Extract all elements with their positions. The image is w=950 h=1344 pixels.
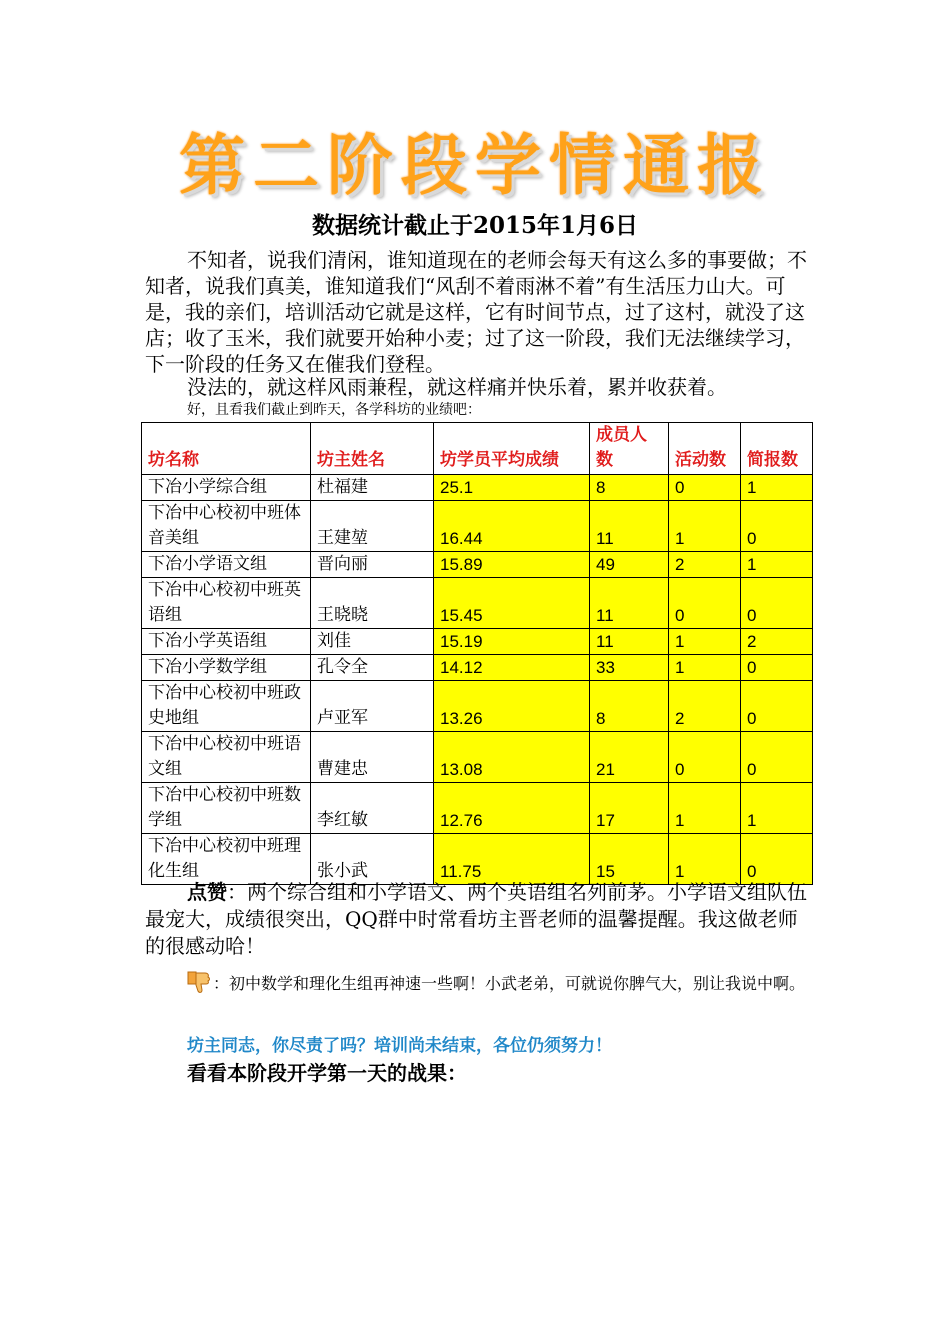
cell-col-members: 49 [590, 552, 669, 578]
cell-col-briefings: 0 [741, 501, 813, 552]
table-row [142, 552, 813, 578]
intro-paragraph-2: 没法的，就这样风雨兼程，就这样痛并快乐着，累并收获着。 [187, 375, 727, 399]
cell-col-members: 11 [590, 629, 669, 655]
praise-text: ：两个综合组和小学语文、两个英语组名列前茅。小学语文组队伍最宠大，成绩很突出，QQ群中时常看坊主晋老师的温馨提醒。我这做老师的很感动哈！ [145, 880, 807, 958]
thumbs-down-icon [185, 969, 213, 995]
cell-col-briefings: 0 [741, 578, 813, 629]
cell-col-host: 卢亚军 [311, 681, 434, 732]
cell-col-avg: 13.08 [434, 732, 590, 783]
table-body [142, 475, 813, 885]
cell-col-activities: 2 [669, 552, 741, 578]
table-row [142, 501, 813, 552]
table-row [142, 732, 813, 783]
header-member-count: 成员人数 [590, 423, 669, 475]
cell-col-workshop: 下冶中心校初中班数学组 [142, 783, 311, 834]
cell-col-workshop: 下冶小学数学组 [142, 655, 311, 681]
cell-col-briefings: 1 [741, 783, 813, 834]
cell-col-host: 杜福建 [311, 475, 434, 501]
workshop-stats-table [141, 422, 813, 885]
page-title: 第二阶段学情通报 [179, 127, 771, 204]
cell-col-avg: 15.45 [434, 578, 590, 629]
cell-col-avg: 16.44 [434, 501, 590, 552]
cell-col-members: 15 [590, 834, 669, 885]
cell-col-members: 8 [590, 681, 669, 732]
cell-col-host: 刘佳 [311, 629, 434, 655]
cell-col-members: 11 [590, 501, 669, 552]
cell-col-activities: 1 [669, 501, 741, 552]
cell-col-members: 17 [590, 783, 669, 834]
cell-col-briefings: 0 [741, 681, 813, 732]
cell-col-host: 李红敏 [311, 783, 434, 834]
cell-col-workshop: 下冶中心校初中班语文组 [142, 732, 311, 783]
table-row [142, 834, 813, 885]
cell-col-members: 21 [590, 732, 669, 783]
cell-col-host: 孔令全 [311, 655, 434, 681]
cell-col-activities: 0 [669, 578, 741, 629]
cell-col-members: 8 [590, 475, 669, 501]
cell-col-members: 33 [590, 655, 669, 681]
cell-col-workshop: 下冶中心校初中班英语组 [142, 578, 311, 629]
dislike-text: ：初中数学和理化生组再神速一些啊！小武老弟，可就说你脾气大，别让我说中啊。 [213, 974, 806, 993]
header-briefing-count: 简报数 [741, 423, 813, 475]
cell-col-briefings: 2 [741, 629, 813, 655]
cell-col-activities: 0 [669, 475, 741, 501]
cell-col-avg: 14.12 [434, 655, 590, 681]
table-row [142, 655, 813, 681]
table-row [142, 578, 813, 629]
cell-col-avg: 15.19 [434, 629, 590, 655]
table-row [142, 681, 813, 732]
header-avg-score: 坊学员平均成绩 [434, 423, 590, 475]
cell-col-briefings: 1 [741, 552, 813, 578]
cell-col-host: 张小武 [311, 834, 434, 885]
cell-col-members: 11 [590, 578, 669, 629]
cell-col-activities: 1 [669, 629, 741, 655]
cell-col-workshop: 下冶中心校初中班政史地组 [142, 681, 311, 732]
table-row [142, 629, 813, 655]
header-host-name: 坊主姓名 [311, 423, 434, 475]
cell-col-activities: 1 [669, 834, 741, 885]
cell-col-workshop: 下冶小学英语组 [142, 629, 311, 655]
cell-col-workshop: 下冶中心校初中班理化生组 [142, 834, 311, 885]
cell-col-activities: 1 [669, 655, 741, 681]
cell-col-activities: 2 [669, 681, 741, 732]
cell-col-workshop: 下冶小学综合组 [142, 475, 311, 501]
table-row [142, 475, 813, 501]
table-header-row [142, 423, 813, 475]
cell-col-activities: 0 [669, 732, 741, 783]
cell-col-briefings: 0 [741, 834, 813, 885]
cell-col-avg: 15.89 [434, 552, 590, 578]
cell-col-workshop: 下冶小学语文组 [142, 552, 311, 578]
call-to-action: 坊主同志，你尽责了吗？培训尚未结束，各位仍须努力！ [187, 1036, 612, 1056]
cell-col-workshop: 下冶中心校初中班体音美组 [142, 501, 311, 552]
praise-paragraph [145, 879, 813, 960]
cell-col-briefings: 0 [741, 732, 813, 783]
cell-col-briefings: 1 [741, 475, 813, 501]
cell-col-host: 王建堃 [311, 501, 434, 552]
cell-col-host: 晋向丽 [311, 552, 434, 578]
praise-label: 点赞 [187, 880, 227, 904]
dislike-paragraph [145, 966, 813, 1002]
intro-paragraph-1: 不知者，说我们清闲，谁知道现在的老师会每天有这么多的事要做；不知者，说我们真美，谁知道我们“风刮不着雨淋不着”有生活压力山大。可是，我的亲们，培训活动它就是这样，它有时间节点，过了这村，就没了这店；收了玉米，我们就要开始种小麦；过了这一阶段，我们无法继续学习，下一阶段的任务又在催我们登程。 [145, 248, 807, 376]
cell-col-briefings: 0 [741, 655, 813, 681]
intro-paragraph-3: 好，且看我们截止到昨天，各学科坊的业绩吧： [187, 402, 481, 418]
cell-col-activities: 1 [669, 783, 741, 834]
cell-col-avg: 13.26 [434, 681, 590, 732]
data-cutoff-subtitle: 数据统计截止于2015年1月6日 [311, 212, 639, 239]
cell-col-avg: 25.1 [434, 475, 590, 501]
section-heading: 看看本阶段开学第一天的战果： [187, 1061, 467, 1085]
cell-col-host: 曹建忠 [311, 732, 434, 783]
cell-col-avg: 11.75 [434, 834, 590, 885]
cell-col-host: 王晓晓 [311, 578, 434, 629]
header-workshop-name: 坊名称 [142, 423, 311, 475]
header-activity-count: 活动数 [669, 423, 741, 475]
table-row [142, 783, 813, 834]
cell-col-avg: 12.76 [434, 783, 590, 834]
